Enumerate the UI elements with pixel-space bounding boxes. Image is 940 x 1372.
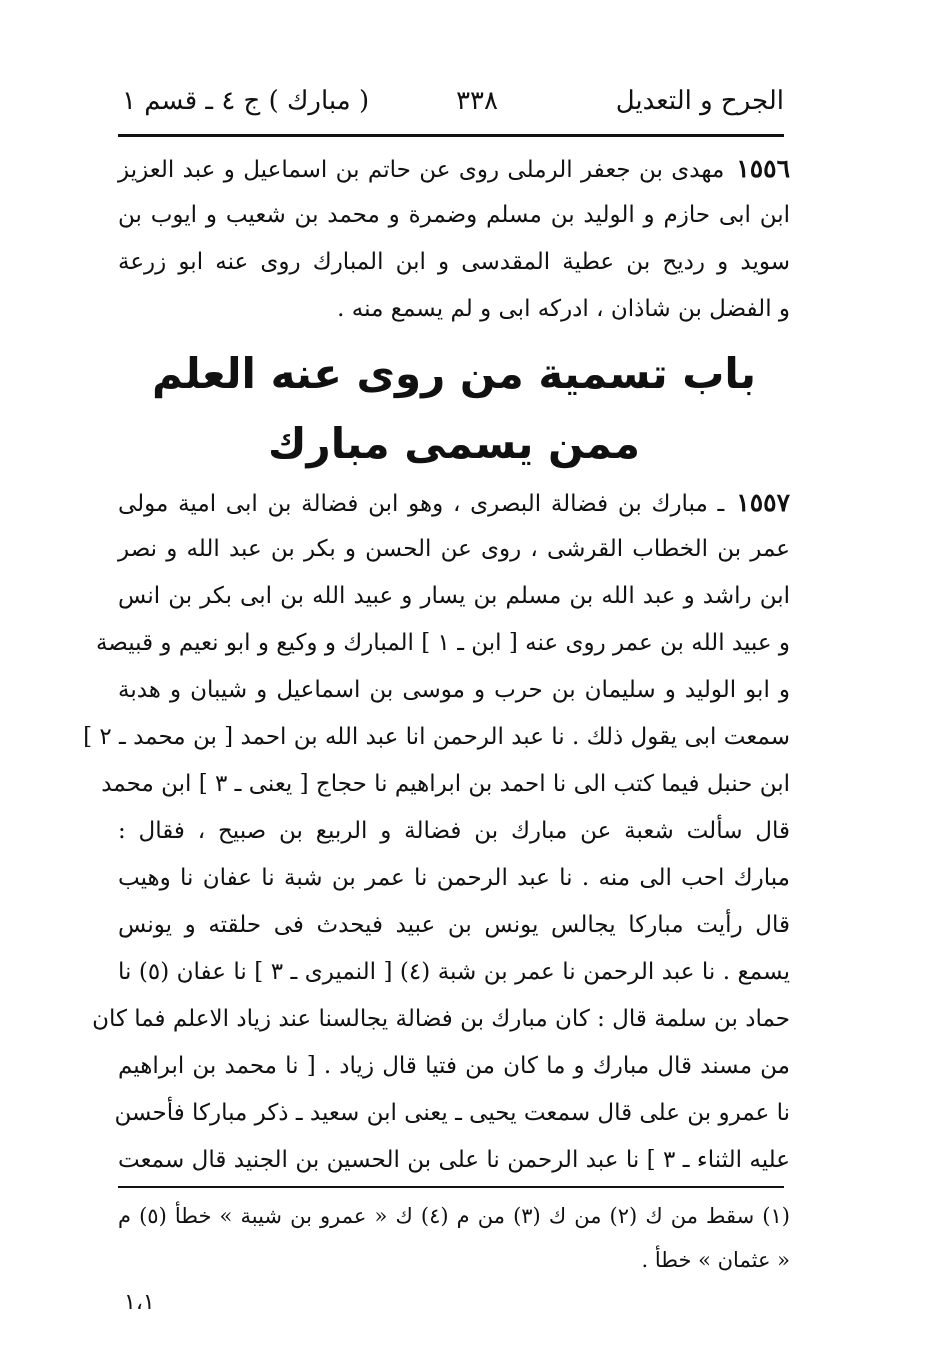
text-line: ابن حنبل فيما كتب الى نا احمد بن ابراهيم نا حجاج [ يعنى ـ ٣ ] ابن محمد — [101, 771, 790, 797]
entry-number: ١٥٥٦ — [736, 154, 790, 183]
text-line: من مسند قال مبارك و ما كان من فتيا قال زياد . [ نا محمد بن ابراهيم — [118, 1053, 790, 1079]
entry-number: ١٥٥٧ — [736, 488, 790, 517]
text-line: سمعت ابى يقول ذلك . نا عبد الرحمن انا عبد الله بن احمد [ بن محمد ـ ٢ ] — [83, 724, 790, 750]
section-label: ( مبارك ) ج ٤ ـ قسم ١ — [122, 86, 370, 116]
chapter-subheading: ممن يسمى مبارك — [268, 419, 640, 468]
footnotes — [118, 1194, 790, 1282]
footnote-rule — [118, 1186, 784, 1188]
footnote-line: (١) سقط من ك (٢) من ك (٣) من م (٤) ك « عمرو بن شيبة » خطأ (٥) م — [118, 1204, 790, 1228]
entry-1556 — [118, 145, 790, 333]
text-line: نا عمرو بن على قال سمعت يحيى ـ يعنى ابن سعيد ـ ذكر مباركا فأحسن — [114, 1100, 790, 1126]
text-line: قال رأيت مباركا يجالس يونس بن عبيد فيحدث فى حلقته و يونس — [118, 912, 790, 938]
signature-mark: ١،١ — [124, 1290, 155, 1315]
text-line: عمر بن الخطاب القرشى ، روى عن الحسن و بكر بن عبد الله و نصر — [118, 536, 790, 562]
book-title: الجرح و التعديل — [615, 86, 784, 116]
text-line: ابن ابى حازم و الوليد بن مسلم وضمرة و محمد بن شعيب و ايوب بن — [118, 202, 790, 228]
text-line: حماد بن سلمة قال : كان مبارك بن فضالة يجالسنا عند زياد الاعلم فما كان — [92, 1006, 790, 1032]
page-number: ٣٣٨ — [456, 86, 498, 116]
entry-1557 — [83, 479, 791, 1184]
text-line: سويد و رديح بن عطية المقدسى و ابن المبارك روى عنه ابو زرعة — [118, 249, 790, 275]
text-line: ١٥٥٧ـ مبارك بن فضالة البصرى ، وهو ابن فضالة بن ابى امية مولى — [118, 488, 790, 517]
footnote-line: « عثمان » خطأ . — [641, 1248, 790, 1272]
text-line: و الفضل بن شاذان ، ادركه ابى و لم يسمع منه . — [337, 296, 790, 322]
text-line: و ابو الوليد و سليمان بن حرب و موسى بن اسماعيل و شيبان و هدبة — [118, 677, 790, 703]
chapter-heading: باب تسمية من روى عنه العلم — [152, 349, 756, 398]
text-line: يسمع . نا عبد الرحمن نا عمر بن شبة (٤) [ النميرى ـ ٣ ] نا عفان (٥) نا — [118, 959, 791, 985]
text-line: عليه الثناء ـ ٣ ] نا عبد الرحمن نا على بن الحسين بن الجنيد قال سمعت — [118, 1147, 790, 1173]
page-body — [83, 145, 791, 1184]
header-rule — [118, 134, 784, 137]
text-line: ابن راشد و عبد الله بن مسلم بن يسار و عبيد الله بن ابى بكر بن انس — [118, 583, 790, 609]
text-line: و عبيد الله بن عمر روى عنه [ ابن ـ ١ ] المبارك و وكيع و ابو نعيم و قبيصة — [95, 630, 790, 656]
text-line: قال سألت شعبة عن مبارك بن فضالة و الربيع بن صبيح ، فقال : — [118, 818, 790, 844]
running-header — [118, 80, 788, 126]
text-line: مبارك احب الى منه . نا عبد الرحمن نا عمر بن شبة نا عفان نا وهيب — [118, 865, 790, 891]
text-line: ١٥٥٦مهدى بن جعفر الرملى روى عن حاتم بن اسماعيل و عبد العزيز — [118, 154, 790, 183]
